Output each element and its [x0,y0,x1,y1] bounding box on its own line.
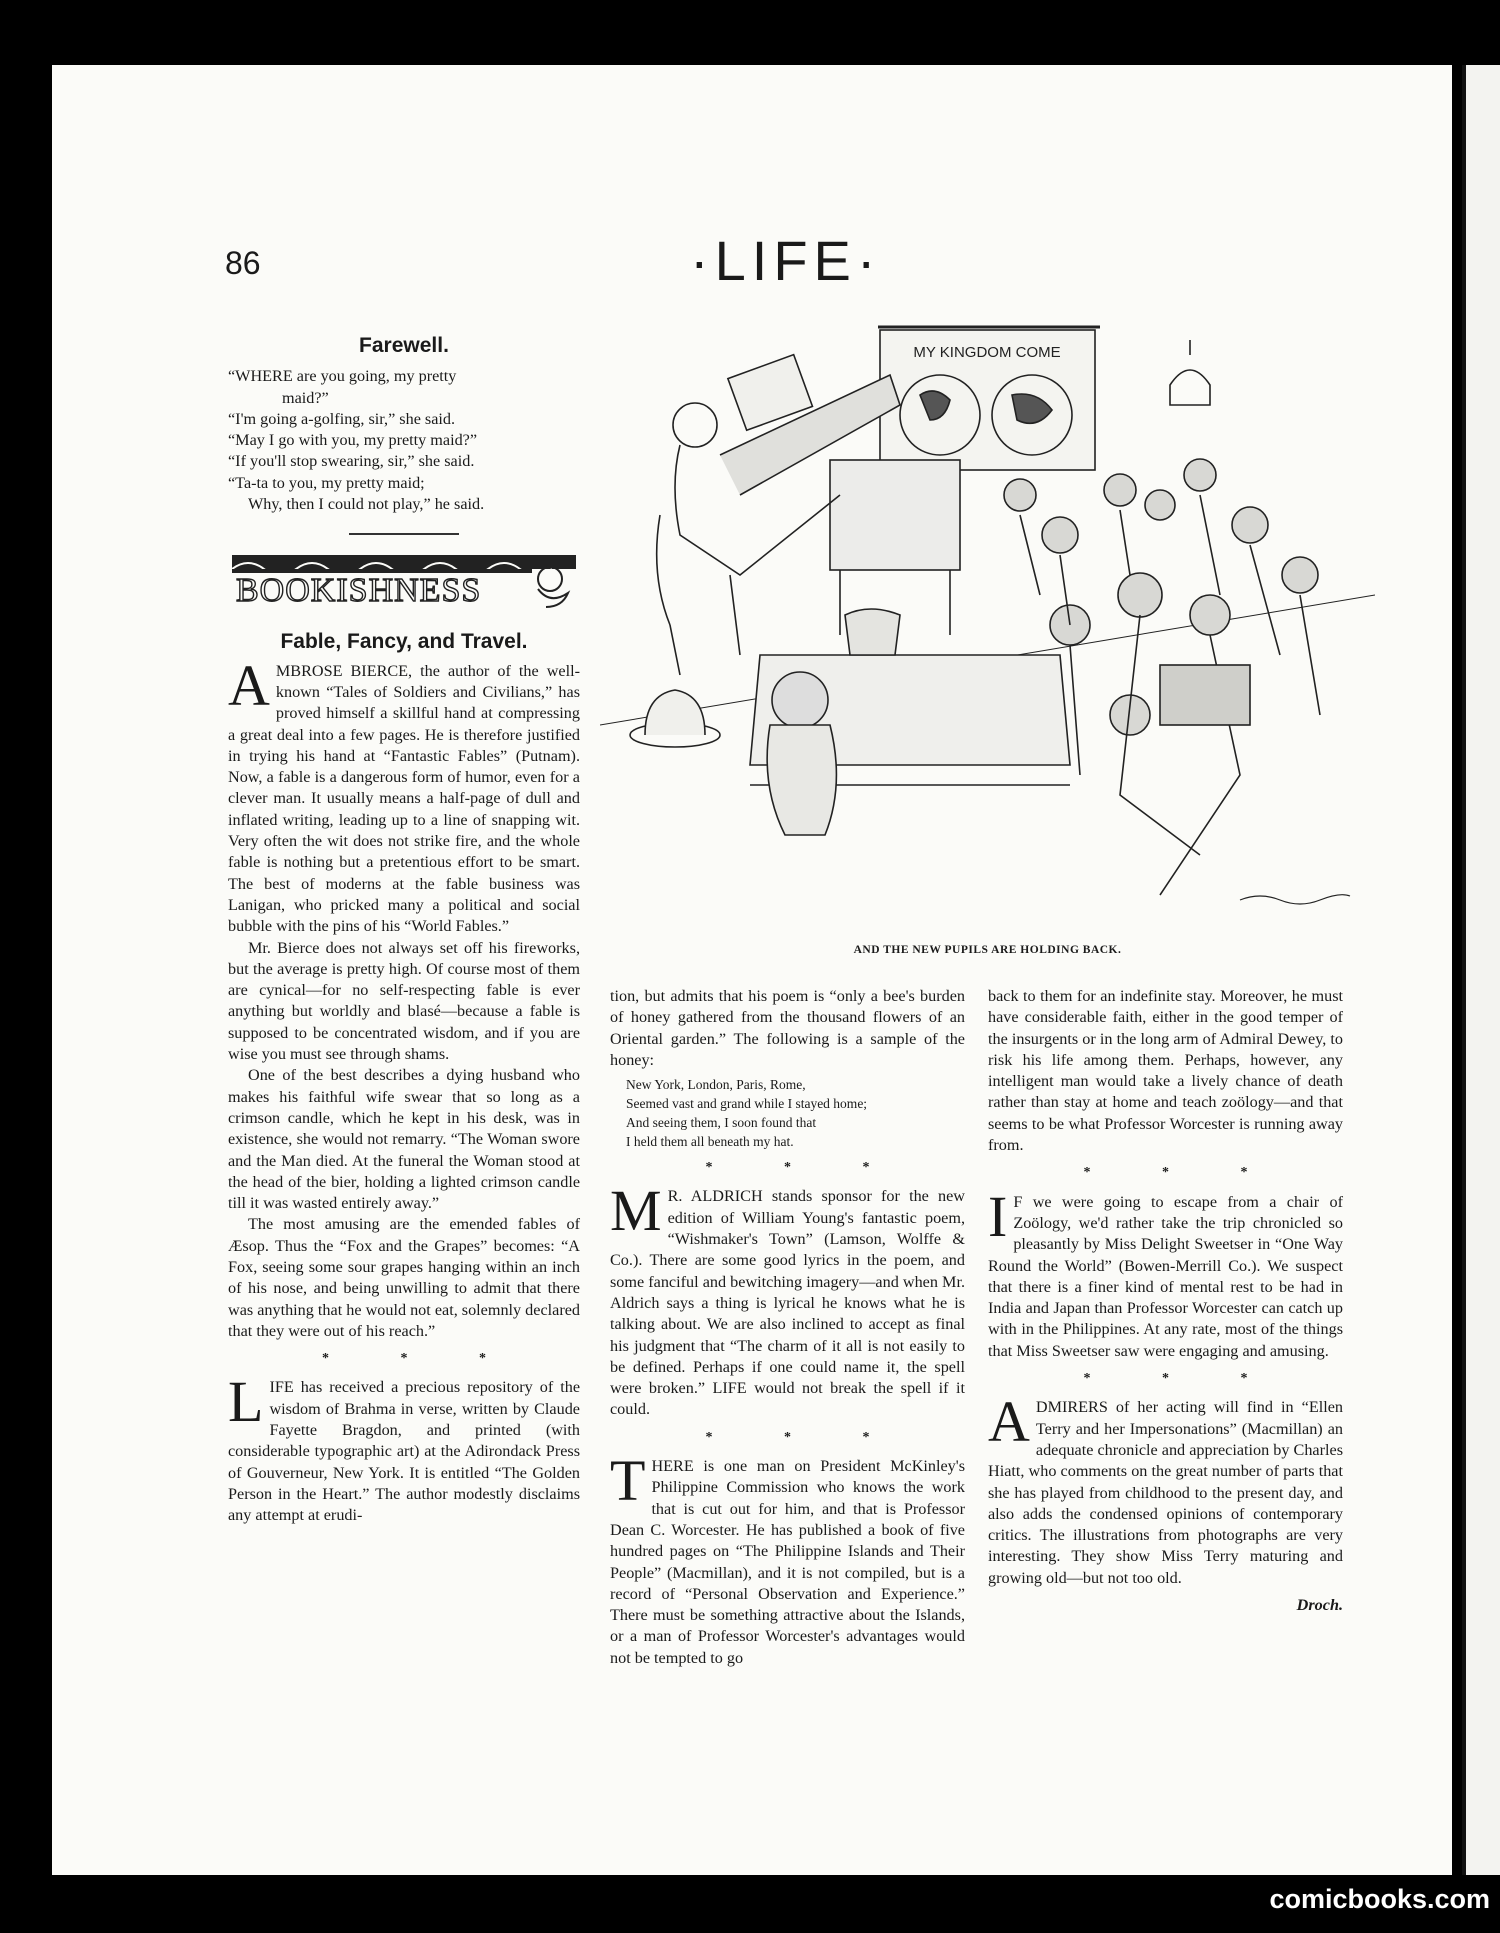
svg-text:MY KINGDOM COME: MY KINGDOM COME [913,344,1061,361]
separator-stars: * * * [705,1160,904,1176]
poem-line: “Ta-ta to you, my pretty maid; [228,473,425,492]
poem-line: “WHERE are you going, my pretty [228,367,457,386]
cartoon-illustration [600,295,1375,935]
separator-stars: * * * [705,1429,904,1445]
poem-title: Farewell. [359,334,449,357]
poem-line: “If you'll stop swearing, sir,” she said. [228,452,475,471]
drop-cap: A [228,652,270,718]
verse-line: Seemed vast and grand while I stayed home; [626,1096,868,1112]
verse-line: And seeing them, I soon found that [626,1115,817,1131]
paragraph: The most amusing are the emended fables of Æsop. Thus the “Fox and the Grapes” becomes: “A Fox, seeing some sour grapes hanging within an inch of his nose, and being unwilling to admit that there was anything that he would not eat, solemnly declared that they were out of his reach.” [228,1215,580,1340]
poem-line: maid?” [282,388,329,407]
column-3 [988,986,1343,1616]
site-watermark: comicbooks.com [1269,1884,1490,1914]
drop-cap: L [228,1369,264,1435]
masthead: ·LIFE· [690,229,882,292]
poem-line: Why, then I could not play,” he said. [248,495,485,514]
bookishness-banner [228,549,580,611]
drop-cap: T [610,1448,646,1514]
svg-text:BOOKISHNESS: BOOKISHNESS [236,572,482,610]
illustration-caption: AND THE NEW PUPILS ARE HOLDING BACK. [853,944,1122,956]
section-rule [349,533,459,535]
poem [228,366,580,515]
paragraph: back to them for an indefinite stay. Moreover, he must have considerable faith, either in the good temper of the insurgents or in the long arm of Admiral Dewey, to risk his life among them. Perhaps, however, any intelligent man would take a lively chance of death rather than stay at home and teach zoölogy—and that seems to be what Professor Worcester is running away from. [988,987,1343,1155]
column-1 [228,335,580,1527]
column-2 [610,986,965,1669]
separator-stars: * * * [1083,1165,1282,1181]
verse-line: New York, London, Paris, Rome, [626,1077,806,1093]
paragraph: AMBROSE BIERCE, the author of the well-known “Tales of Soldiers and Civilians,” has proved himself a skillful hand at compressing a great deal into a few pages. He is therefore justified in trying his hand at “Fantastic Fables” (Putnam). Now, a fable is a dangerous form of humor, even for a clever man. It usually means a half-page of dull and inflated writing, leading up to a line of snapping wit. Very often the wit does not strike fire, and the whole fable is nothing but a pretentious effort to be smart. The best of moderns at the fable business was Lanigan, who pricked many a political and social bubble with the pins of his “World Fables.” [228,652,580,936]
poem-line: “I'm going a-golfing, sir,” she said. [228,409,456,428]
drop-cap: A [988,1389,1030,1455]
author-signature: Droch. [1296,1596,1343,1615]
paragraph: M R. ALDRICH stands sponsor for the new edition of William Young's fantastic poem, “Wishmaker's Town” (Lamson, Wolffe & Co.). There are some good lyrics in the poem, and some fanciful and bewitching imagery—and when Mr. Aldrich says a thing is lyrical he knows what he is talking about. We are also inclined to accept as final his judgment that “The charm of it all is not easily to be defined. Perhaps if one could name it, the spell were broken.” LIFE would not break the spell if it could. [610,1178,965,1419]
verse [626,1075,965,1151]
separator-stars: * * * [322,1351,520,1367]
next-page-edge [1462,65,1500,1875]
poem-line: “May I go with you, my pretty maid?” [228,431,478,450]
separator-stars: * * * [1083,1371,1282,1387]
paragraph: ADMIRERS of her acting will find in “Ellen Terry and her Impersonations” (Macmillan) an adequate chronicle and appreciation by Charles Hiatt, who comments on the great number of parts that she has played from childhood to the present day, and also adds the condensed opinions of contemporary critics. The illustrations from photographs are very interesting. They show Miss Terry maturing and growing old—but not too old. [988,1389,1343,1587]
paragraph: One of the best describes a dying husband who makes his faithful wife swear that so long as a crimson candle, which he kept in his desk, was in existence, she would not remarry. “The Woman swore and the Man died. At the funeral the Woman stood at the head of the bier, holding a lighted crimson candle till it was wasted entirely away.” [228,1066,580,1213]
drop-cap: M [610,1178,662,1244]
paragraph: tion, but admits that his poem is “only a bee's burden of honey gathered from the thousand flowers of an Oriental garden.” The following is a sample of the honey: [610,987,965,1069]
page-number: 86 [225,245,261,281]
section-title: Fable, Fancy, and Travel. [280,630,528,654]
paragraph: THERE is one man on President McKinley's Philippine Commission who knows the work that is cut out for him, and that is Professor Dean C. Worcester. He has published a book of five hundred pages on “The Philippine Islands and Their People” (Macmillan), and it is not compiled, but is a record of “Personal Observation and Experience.” There must be something attractive about the Islands, or a man of Professor Worcester's advantages would not be tempted to go [610,1448,965,1667]
paragraph: Mr. Bierce does not always set off his fireworks, but the average is pretty high. Of course most of them are cynical—for no self-respecting fable is ever anything but worldly and blasé—because a fable is supposed to be concentrated wisdom, and if you are wise you must see through shams. [228,938,580,1064]
drop-cap: I [988,1183,1008,1249]
verse-line: I held them all beneath my hat. [626,1134,794,1150]
paragraph: I F we were going to escape from a chair of Zoölogy, we'd rather take the trip chronicled so pleasantly by Miss Delight Sweetser in “One Way Round the World” (Bowen-Merrill Co.). We suspect that there is a finer kind of mental rest to be had in India and Japan than Professor Worcester can catch up with in the Philippines. At any rate, most of the things that Miss Sweetser saw were engaging and amusing. [988,1183,1343,1360]
paragraph: LIFE has received a precious repository of the wisdom of Brahma in verse, written by Claude Fayette Bragdon, and printed (with considerable typographic art) at the Adirondack Press of Gouverneur, New York. It is entitled “The Golden Person in the Heart.” The author modestly disclaims any attempt at erudi- [228,1369,580,1525]
